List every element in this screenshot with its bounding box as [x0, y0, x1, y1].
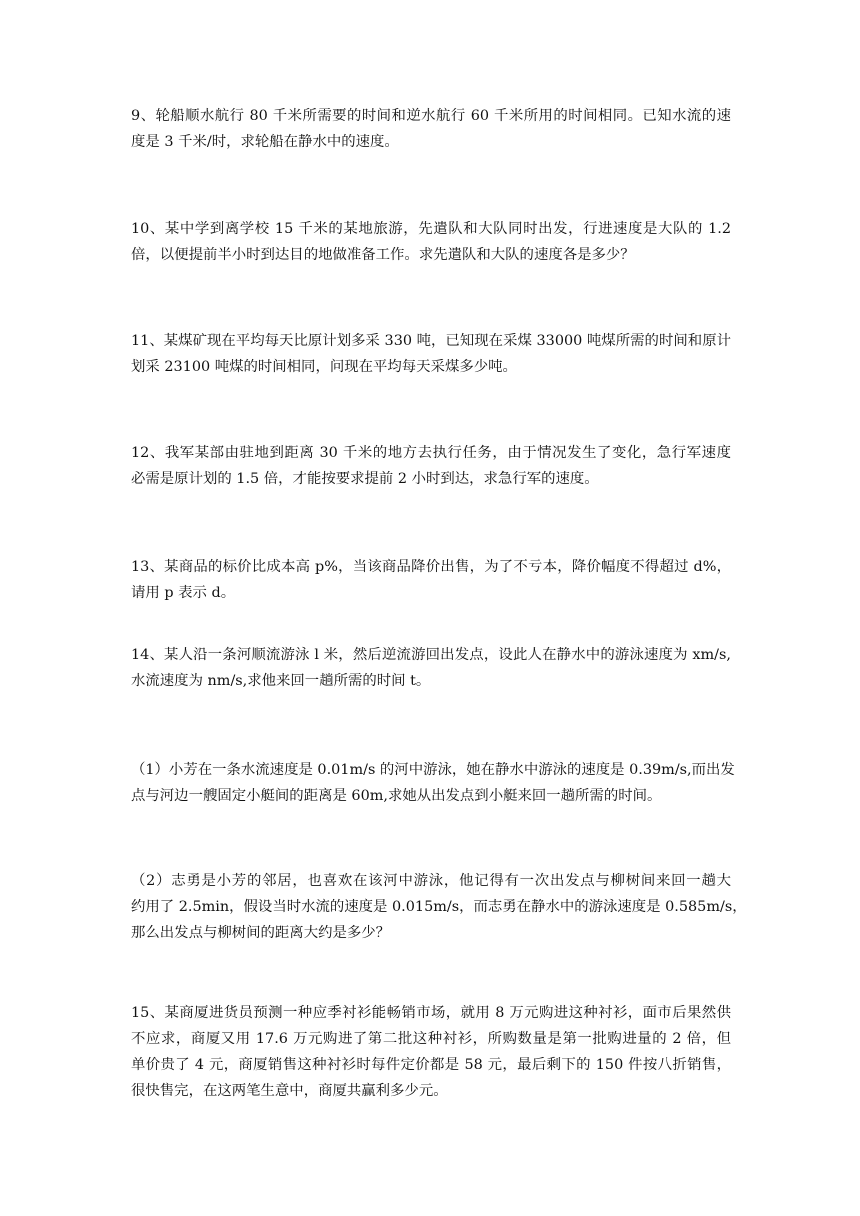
problem-line: 划采 23100 吨煤的时间相同，问现在平均每天采煤多少吨。: [131, 359, 517, 375]
problem-14: [131, 642, 731, 694]
problem-line: 必需是原计划的 1.5 倍，才能按要求提前 2 小时到达，求急行军的速度。: [131, 471, 599, 487]
problem-line: 11、某煤矿现在平均每天比原计划多采 330 吨，已知现在采煤 33000 吨煤所需的时间和原计: [131, 333, 731, 349]
problem-line: （2）志勇是小芳的邻居，也喜欢在该河中游泳，他记得有一次出发点与柳树间来回一趟大: [131, 873, 731, 889]
problem-14-part-1: [131, 757, 735, 809]
problem-line: 请用 p 表示 d。: [131, 585, 236, 601]
problem-line: 13、某商品的标价比成本高 p%，当该商品降价出售，为了不亏本，降价幅度不得超过 d%，: [131, 559, 731, 575]
problem-line: 10、某中学到离学校 15 千米的某地旅游，先遣队和大队同时出发，行进速度是大队的 1.2: [131, 221, 731, 237]
problem-line: 单价贵了 4 元，商厦销售这种衬衫时每件定价都是 58 元，最后剩下的 150 件按八折销售，: [131, 1057, 731, 1073]
problem-line: 9、轮船顺水航行 80 千米所需要的时间和逆水航行 60 千米所用的时间相同。已知水流的速: [131, 108, 731, 124]
problem-line: 度是 3 千米/时，求轮船在静水中的速度。: [131, 134, 399, 150]
problem-11: [131, 328, 731, 380]
problem-line: 14、某人沿一条河顺流游泳 l 米，然后逆流游回出发点，设此人在静水中的游泳速度为 xm/s,: [131, 647, 731, 663]
problem-10: [131, 216, 731, 268]
problem-line: 约用了 2.5min，假设当时水流的速度是 0.015m/s，而志勇在静水中的游泳速度是 0.585m/s，: [131, 899, 747, 915]
problem-line: （1）小芳在一条水流速度是 0.01m/s 的河中游泳，她在静水中游泳的速度是 0.39m/s,而出发: [131, 762, 735, 778]
problem-line: 水流速度为 nm/s,求他来回一趟所需的时间 t。: [131, 673, 431, 689]
problem-line: 点与河边一艘固定小艇间的距离是 60m,求她从出发点到小艇来回一趟所需的时间。: [131, 788, 662, 804]
problem-14-part-2: [131, 868, 747, 946]
problem-13: [131, 554, 731, 606]
problem-9: [131, 103, 731, 155]
problem-line: 很快售完，在这两笔生意中，商厦共赢利多少元。: [131, 1083, 448, 1099]
problem-line: 12、我军某部由驻地到距离 30 千米的地方去执行任务，由于情况发生了变化，急行军速度: [131, 445, 731, 461]
problem-line: 倍，以便提前半小时到达目的地做准备工作。求先遣队和大队的速度各是多少？: [131, 247, 635, 263]
problem-line: 15、某商厦进货员预测一种应季衬衫能畅销市场，就用 8 万元购进这种衬衫，面市后果然供: [131, 1005, 731, 1021]
problem-12: [131, 440, 731, 492]
problem-15: [131, 1000, 731, 1104]
problem-line: 那么出发点与柳树间的距离大约是多少？: [131, 925, 391, 941]
problem-line: 不应求，商厦又用 17.6 万元购进了第二批这种衬衫，所购数量是第一批购进量的 2 倍，但: [131, 1031, 731, 1047]
